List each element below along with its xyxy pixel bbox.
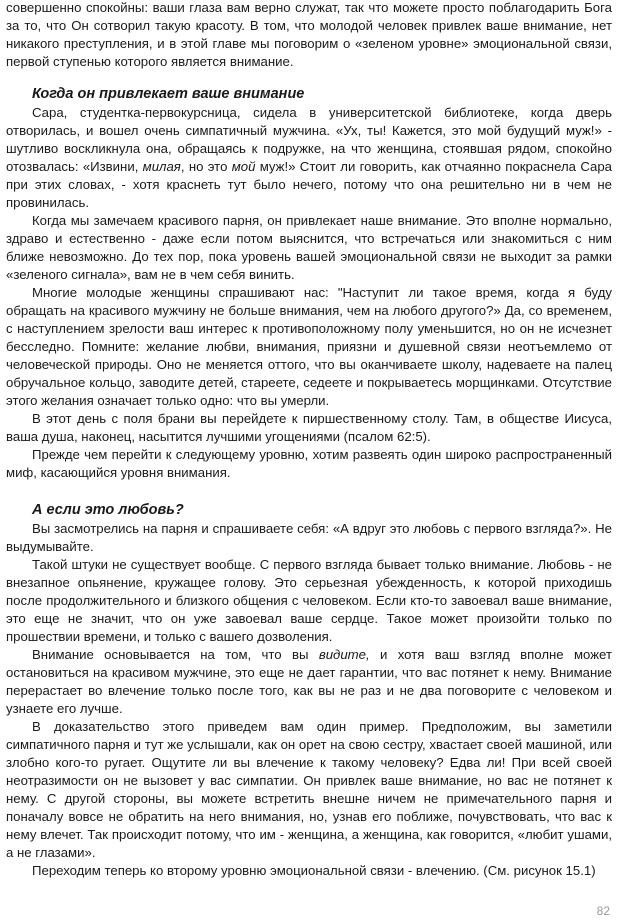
paragraph-normal-attention: Когда мы замечаем красивого парня, он привлекает наше внимание. Это вполне нормально, здраво и естественно - даже если потом выяснится, что встречаться или знакомиться с ним ближе невозможно. До тех пор, пока уровень вашей эмоциональной связи не выходит за рамки «зеленого сигнала», вам не в чем себя винить. [6,213,612,282]
paragraph-feast: В этот день с поля брани вы перейдете к пиршественному столу. Там, в обществе Иисуса, ваша душа, наконец, насытится лучшими угощениями (псалом 62:5). [6,411,612,444]
paragraph-sara [6,104,612,212]
emphasis-text: мой [231,159,256,174]
paragraph-young-women: Многие молодые женщины спрашивают нас: "Наступит ли такое время, когда я буду обращать на красивого мужчину не больше внимания, чем на любого другого?» Да, со временем, с наступлением зрелости ваш интерес к противоположному полу уменьшится, но он не исчезнет бесследно. Помните: желание любви, внимания, приязни и душевной связи неотъемлемо от человеческой природы. Оно не меняется оттого, что вы оканчиваете школу, надеваете на палец обручальное кольцо, заводите детей, стареете, седеете и покрываетесь морщинками. Отсутствие этого желания означает только одно: что вы умерли. [6,285,612,408]
paragraph-intro: совершенно спокойны: ваши глаза вам верно служат, так что можете просто поблагодарить Бога за то, что Он сотворил такую красоту. В том, что молодой человек привлек ваше внимание, нет никакого преступления, и в этой главе мы поговорим о «зеленом уровне» эмоциональной связи, первой ступенью которого является внимание. [6,0,612,69]
paragraph-next-level: Переходим теперь ко второму уровню эмоциональной связи - влечению. (См. рисунок 15.1) [32,863,596,878]
text-run: муж!» Стоит ли говорить, как отчаянно покраснела Сара при этих словах, - хотя краснеть тут было нечего, потому что она решительно ни в чем не провинилась. [6,159,612,210]
text-run: , но это [180,159,232,174]
paragraph-first-sight: Вы засмотрелись на парня и спрашиваете себя: «А вдруг это любовь с первого взгляда?». Не выдумывайте. [6,521,612,554]
text-run: Сара, студентка-первокурсница, сидела в университетской библиотеке, когда дверь отворилась, и вошел очень симпатичный мужчина. «Ух, ты! Кажется, это мой будущий муж!» - шутливо воскликнула она, обращаясь к подружке, на что женщина, стоявшая рядом, спокойно отозвалась: «Извини, [6,105,612,174]
emphasis-text: милая [142,159,181,174]
section-heading-attention: Когда он привлекает ваше внимание [32,86,305,102]
page-number: 82 [596,904,610,918]
paragraph-no-such-thing: Такой штуки не существует вообще. С первого взгляда бывает только внимание. Любовь - не внезапное опьянение, кружащее голову. Это серьезная убежденность, к которой приходишь после продолжительного и близкого общения с человеком. Если кто-то завоевал ваше внимание, это еще не значит, что он уже завоевал ваше сердце. Такое может произойти только по прошествии времени, и только с вашего дозволения. [6,557,612,644]
text-run: Внимание основывается на том, что вы [32,647,319,662]
spacer [6,482,612,500]
page-content [6,0,612,880]
text-run: и хотя ваш взгляд вполне может остановиться на красивом мужчине, это еще не дает гарантии, что вас потянет к нему. Внимание перерастает во влечение только после того, как вы не раз и не два поговорите с человеком и узнаете его лучше. [6,647,612,716]
spacer [6,71,612,84]
emphasis-text: видите, [318,647,370,662]
paragraph-example: В доказательство этого приведем вам один пример. Предположим, вы заметили симпатичного парня и тут же услышали, как он орет на свою сестру, хвастает своей машиной, или злобно кого-то ругает. Ощутите ли вы влечение к такому человеку? Едва ли! При всей своей неотразимости он не вызовет у вас симпатии. Он привлек ваше внимание, но вас не потянет к нему. С другой стороны, вы можете встретить внешне ничем не примечательного парня и поначалу вовсе не обратить на него внимания, но, узнав его поближе, почувствовать, что вас к нему влечет. Так происходит потому, что им - женщина, а женщина, как говорится, «любит ушами, а не глазами». [6,719,612,860]
paragraph-attention-basis [6,646,612,718]
section-heading-love: А если это любовь? [32,502,184,518]
paragraph-myth: Прежде чем перейти к следующему уровню, хотим развеять один широко распространенный миф, касающийся уровня внимания. [6,447,612,480]
